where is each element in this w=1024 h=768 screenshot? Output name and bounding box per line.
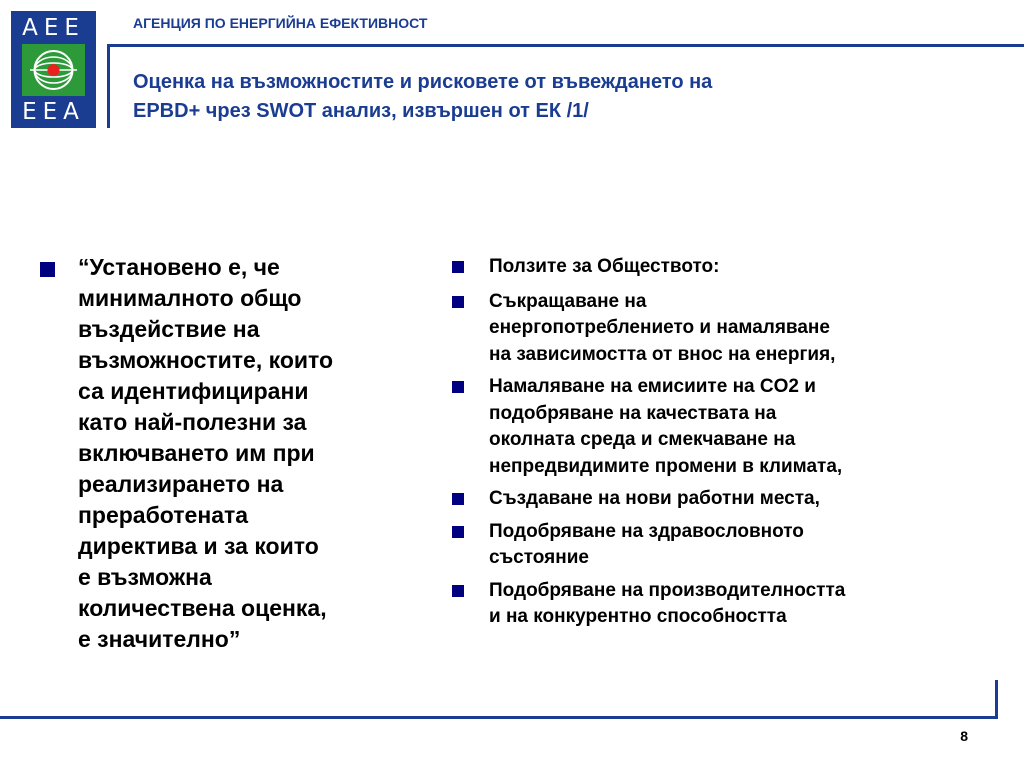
benefit-item xyxy=(452,289,992,369)
benefit-line: Подобряване на здравословното xyxy=(489,520,804,542)
square-bullet-icon xyxy=(452,381,464,393)
quote-line: е значително” xyxy=(78,626,241,652)
quote-line: включването им при xyxy=(78,440,315,466)
benefit-item xyxy=(452,486,992,513)
page-number: 8 xyxy=(960,728,968,744)
benefit-line: околната среда и смекчаване на xyxy=(489,429,796,450)
slide-title xyxy=(133,68,993,126)
quote-line: количествена оценка, xyxy=(78,595,327,621)
benefit-line: Подобряване на производителността xyxy=(489,579,846,601)
quote-line: преработената xyxy=(78,502,249,528)
quote-line: е възможна xyxy=(78,564,212,590)
benefit-line: на зависимостта от внос на енергия, xyxy=(489,343,836,365)
benefit-line: Съкращаване на xyxy=(489,290,647,312)
header-horizontal-divider xyxy=(107,44,1024,47)
slide-title-line: Оценка на възможностите и рисковете от въвеждането на xyxy=(133,71,713,93)
quote-line: въздействие на xyxy=(78,316,260,342)
benefit-line: непредвидимите промени в климата, xyxy=(489,455,843,477)
quote-line: реализирането на xyxy=(78,471,284,497)
benefit-line: подобряване на качествата на xyxy=(489,402,777,424)
benefit-line: състояние xyxy=(489,547,589,568)
benefits-list xyxy=(452,254,992,637)
footer-horizontal-divider xyxy=(0,716,998,719)
benefit-line: енергопотреблението и намаляване xyxy=(489,317,830,338)
square-bullet-icon xyxy=(452,585,464,597)
slide-title-line: EPBD+ чрез SWOT анализ, извършен от ЕК /1/ xyxy=(133,100,589,122)
quote-line: “Установено е, че xyxy=(78,254,280,280)
logo-bottom-text: EEA xyxy=(22,99,85,125)
quote-line: минималното общо xyxy=(78,285,302,311)
benefit-item xyxy=(452,519,992,572)
benefit-line: Намаляване на емисиите на CO2 и xyxy=(489,376,816,397)
footer-vertical-divider xyxy=(995,680,998,719)
agency-logo xyxy=(11,11,96,128)
square-bullet-icon xyxy=(452,493,464,505)
benefit-line: и на конкурентно способността xyxy=(489,606,787,627)
quote-line: възможностите, които xyxy=(78,347,334,373)
benefit-item xyxy=(452,374,992,480)
header-vertical-divider xyxy=(107,44,110,128)
logo-top-text: AEE xyxy=(22,15,85,41)
square-bullet-icon xyxy=(452,261,464,273)
quote-line: директива и за които xyxy=(78,533,319,559)
quote-item xyxy=(40,252,410,655)
quote-line: са идентифицирани xyxy=(78,378,309,404)
quote-line: като най-полезни за xyxy=(78,409,307,435)
square-bullet-icon xyxy=(452,526,464,538)
benefit-line: Ползите за Обществото: xyxy=(489,256,720,277)
square-bullet-icon xyxy=(452,296,464,308)
benefit-item xyxy=(452,578,992,631)
benefits-heading-item xyxy=(452,254,992,281)
logo-emblem-icon xyxy=(22,44,85,96)
agency-name: АГЕНЦИЯ ПО ЕНЕРГИЙНА ЕФЕКТИВНОСТ xyxy=(133,15,428,31)
left-quote-list xyxy=(40,252,410,655)
benefit-line: Създаване на нови работни места, xyxy=(489,488,820,509)
square-bullet-icon xyxy=(40,262,55,277)
